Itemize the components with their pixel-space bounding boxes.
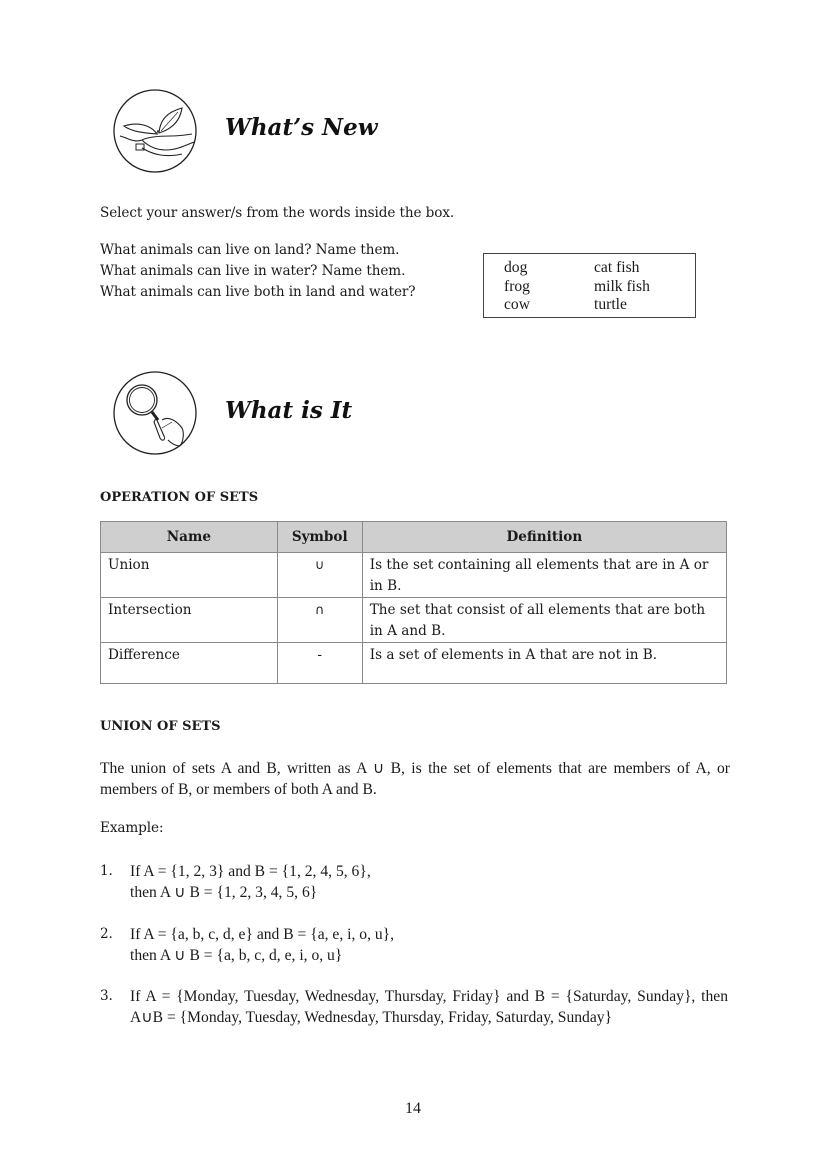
table-row xyxy=(101,643,727,684)
example-line: If A = {1, 2, 3} and B = {1, 2, 4, 5, 6}, xyxy=(130,863,371,880)
example-number: 1. xyxy=(100,863,113,879)
example-number: 3. xyxy=(100,988,113,1004)
magnifying-glass-icon xyxy=(112,370,198,456)
word-option: cow xyxy=(504,296,530,313)
cell-symbol: ∩ xyxy=(277,598,362,643)
question-land: What animals can live on land? Name them. xyxy=(100,242,400,258)
example-line: then A ∪ B = {a, b, c, d, e, i, o, u} xyxy=(130,947,343,964)
table-header-row xyxy=(101,522,727,553)
word-option: milk fish xyxy=(594,277,650,295)
example-number: 2. xyxy=(100,926,113,942)
table-row xyxy=(101,553,727,598)
cell-definition: Is the set containing all elements that are in A or in B. xyxy=(362,553,726,598)
column-header-name: Name xyxy=(101,522,278,553)
hand-with-seedling-icon xyxy=(112,88,198,174)
column-header-symbol: Symbol xyxy=(277,522,362,553)
word-grid xyxy=(504,259,650,315)
operations-table xyxy=(100,521,727,684)
table-row xyxy=(101,598,727,643)
word-option: cat fish xyxy=(594,259,640,276)
word-option: turtle xyxy=(594,296,627,313)
union-of-sets-heading: UNION OF SETS xyxy=(100,719,221,734)
instruction-text: Select your answer/s from the words inside the box. xyxy=(100,205,455,221)
example-line: If A = {a, b, c, d, e} and B = {a, e, i, o, u}, xyxy=(130,926,395,943)
question-list xyxy=(100,240,416,303)
example-label: Example: xyxy=(100,820,164,836)
question-both: What animals can live both in land and water? xyxy=(100,284,416,300)
operation-of-sets-heading: OPERATION OF SETS xyxy=(100,490,259,505)
column-header-definition: Definition xyxy=(362,522,726,553)
question-water: What animals can live in water? Name them. xyxy=(100,263,406,279)
section-title-whats-new: What’s New xyxy=(225,114,378,141)
word-option: dog xyxy=(504,259,528,276)
example-text: If A = {Monday, Tuesday, Wednesday, Thursday, Friday} and B = {Saturday, Sunday}, then A∪B = {Monday, Tuesday, Wednesday, Thursday, Friday, Saturday, Sunday} xyxy=(130,988,728,1026)
word-option: frog xyxy=(504,277,530,295)
cell-name: Intersection xyxy=(101,598,278,643)
cell-name: Union xyxy=(101,553,278,598)
cell-name: Difference xyxy=(101,643,278,684)
union-definition-paragraph: The union of sets A and B, written as A ∪ B, is the set of elements that are members of A, or members of B, or members of both A and B. xyxy=(100,760,730,798)
word-box xyxy=(483,253,696,318)
cell-symbol: ∪ xyxy=(277,553,362,598)
cell-symbol: - xyxy=(277,643,362,684)
cell-definition: The set that consist of all elements that are both in A and B. xyxy=(362,598,726,643)
section-title-what-is-it: What is It xyxy=(225,397,353,424)
example-line: then A ∪ B = {1, 2, 3, 4, 5, 6} xyxy=(130,884,318,901)
cell-definition: Is a set of elements in A that are not in B. xyxy=(362,643,726,684)
page-number: 14 xyxy=(405,1100,421,1117)
